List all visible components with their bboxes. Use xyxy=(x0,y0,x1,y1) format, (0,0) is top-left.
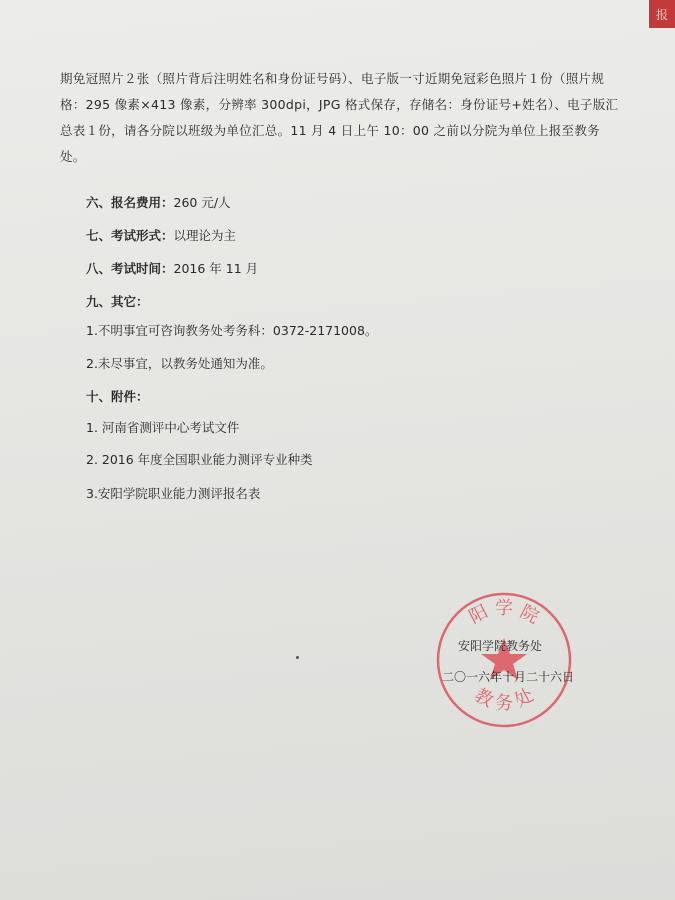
section-fee-label: 六、报名费用： xyxy=(86,195,174,210)
section-exam-time-label: 八、考试时间： xyxy=(86,261,174,276)
section-exam-time-value: 2016 年 11 月 xyxy=(173,261,259,276)
section-exam-form-label: 七、考试形式： xyxy=(86,228,174,243)
other-item-2: 2.未尽事宜，以教务处通知为准。 xyxy=(86,356,273,371)
official-seal xyxy=(432,588,576,732)
section-exam-form xyxy=(86,226,236,244)
section-exam-time xyxy=(86,259,258,277)
attachment-3: 3.安阳学院职业能力测评报名表 xyxy=(86,486,261,501)
seal-bottom-text: 教 务 处 xyxy=(470,684,538,714)
section-fee-value: 260 元/人 xyxy=(173,195,231,210)
corner-tag: 报 xyxy=(649,0,675,28)
section-other xyxy=(86,292,149,310)
section-fee xyxy=(86,193,231,211)
other-item-1: 1.不明事宜可咨询教务处考务科：0372-2171008。 xyxy=(86,323,378,338)
section-exam-form-value: 以理论为主 xyxy=(173,228,237,243)
section-other-label: 九、其它： xyxy=(86,294,149,309)
signature-date: 二〇一六年十月二十六日 xyxy=(442,670,575,684)
paper-speck xyxy=(296,656,299,659)
seal-top-text: 阳 学 院 xyxy=(465,598,543,629)
attachment-1: 1. 河南省测评中心考试文件 xyxy=(86,420,240,435)
body-paragraph: 期免冠照片２张（照片背后注明姓名和身份证号码）、电子版一寸近期免冠彩色照片１份（照片规格：295 像素×413 像素，分辨率 300dpi，JPG 格式保存，存储名：身份证号+姓名）、电子版汇总表１份，请各分院以班级为单位汇总。11 月 4 日上午 10：00 之前以分院为单位上报至教务处。 xyxy=(60,71,619,164)
svg-text:阳 学 院 xyxy=(466,598,542,628)
signature-org: 安阳学院教务处 xyxy=(458,639,543,653)
attachment-2: 2. 2016 年度全国职业能力测评专业种类 xyxy=(86,452,313,467)
attachments-heading: 十、附件： xyxy=(86,389,149,404)
svg-text:教 务 处 xyxy=(471,685,537,714)
